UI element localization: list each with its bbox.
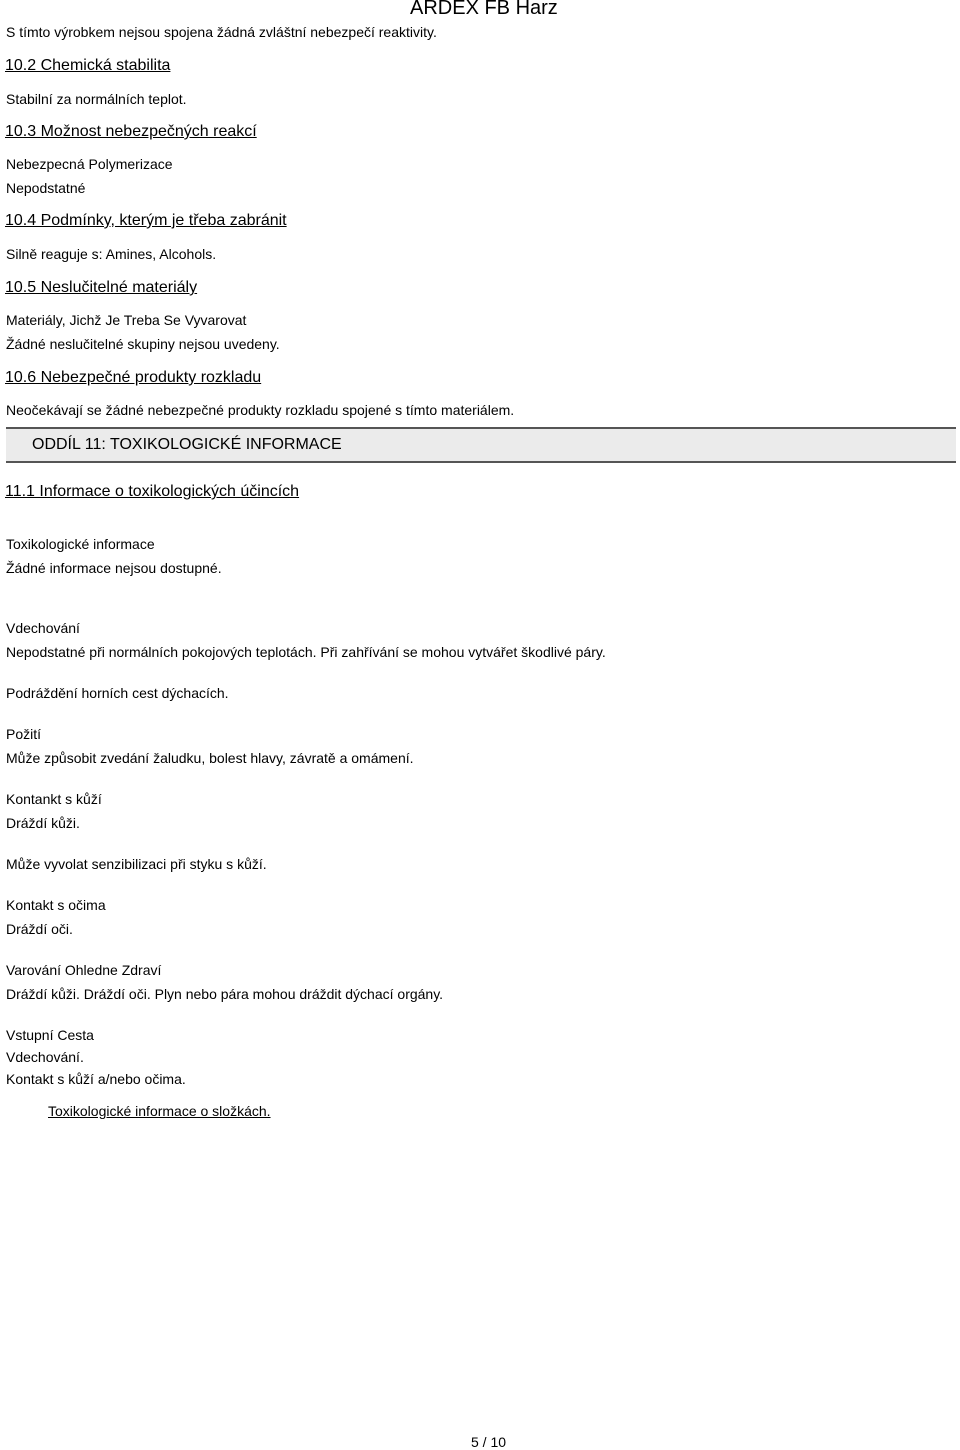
inhalation-irritation-text: Podráždění horních cest dýchacích. (6, 685, 229, 701)
heading-10-3: 10.3 Možnost nebezpečných reakcí (5, 123, 257, 140)
stability-text: Stabilní za normálních teplot. (6, 91, 187, 107)
tox-info-label: Toxikologické informace (6, 536, 155, 552)
skin-contact-text: Dráždí kůži. (6, 815, 80, 831)
document-title: ARDEX FB Harz (410, 0, 558, 19)
polymerization-text: Nepodstatné (6, 180, 86, 196)
materials-label: Materiály, Jichž Je Treba Se Vyvarovat (6, 312, 247, 328)
ingestion-text: Může způsobit zvedání žaludku, bolest hlavy, závratě a omámení. (6, 750, 414, 766)
reactivity-text: S tímto výrobkem nejsou spojena žádná zvláštní nebezpečí reaktivity. (6, 24, 437, 40)
skin-contact-label: Kontankt s kůží (6, 791, 102, 807)
ingestion-label: Požití (6, 726, 42, 742)
decomposition-text: Neočekávají se žádné nebezpečné produkty rozkladu spojené s tímto materiálem. (6, 402, 515, 418)
conditions-text: Silně reaguje s: Amines, Alcohols. (6, 246, 217, 262)
heading-10-4: 10.4 Podmínky, kterým je třeba zabránit (5, 212, 287, 229)
skin-sensitization-text: Může vyvolat senzibilizaci při styku s kůží. (6, 856, 267, 872)
heading-10-5: 10.5 Neslučitelné materiály (5, 279, 198, 296)
inhalation-text: Nepodstatné při normálních pokojových teplotách. Při zahřívání se mohou vytvářet škodlivé páry. (6, 644, 606, 660)
heading-10-2: 10.2 Chemická stabilita (5, 57, 171, 74)
eye-contact-label: Kontakt s očima (6, 897, 106, 913)
route-text-inhalation: Vdechování. (6, 1049, 84, 1065)
heading-10-6: 10.6 Nebezpečné produkty rozkladu (5, 369, 262, 386)
polymerization-label: Nebezpecná Polymerizace (6, 156, 173, 172)
page-number: 5 / 10 (471, 1434, 507, 1450)
eye-contact-text: Dráždí oči. (6, 921, 73, 937)
health-warning-text: Dráždí kůži. Dráždí oči. Plyn nebo pára mohou dráždit dýchací orgány. (6, 986, 444, 1002)
inhalation-label: Vdechování (6, 620, 80, 636)
section-11-title: ODDÍL 11: TOXIKOLOGICKÉ INFORMACE (32, 436, 342, 453)
tox-info-text: Žádné informace nejsou dostupné. (6, 560, 222, 576)
section-11-bar (6, 427, 956, 463)
heading-11-1: 11.1 Informace o toxikologických účincích (5, 483, 300, 500)
component-tox-link[interactable]: Toxikologické informace o složkách. (48, 1103, 271, 1119)
route-label: Vstupní Cesta (6, 1027, 94, 1043)
materials-text: Žádné neslučitelné skupiny nejsou uvedeny. (6, 336, 280, 352)
route-text-contact: Kontakt s kůží a/nebo očima. (6, 1071, 186, 1087)
health-warning-label: Varování Ohledne Zdraví (6, 962, 162, 978)
